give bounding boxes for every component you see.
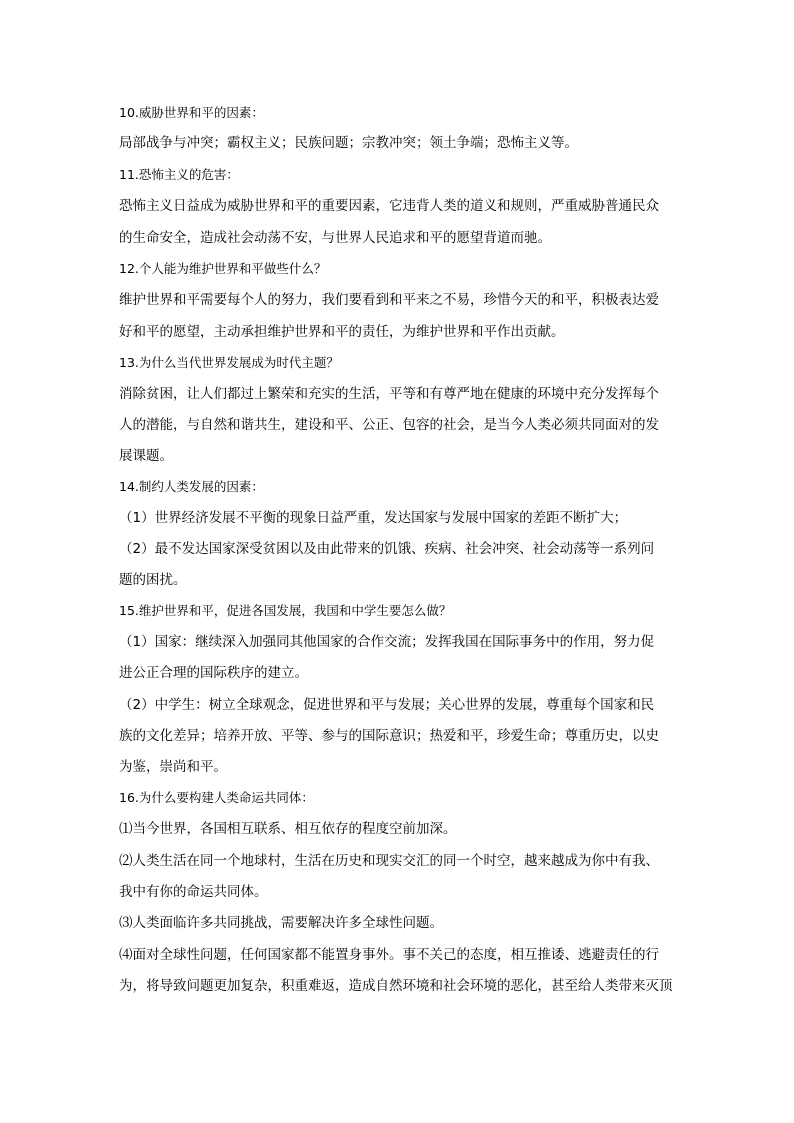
answer-16-item-2-line-2: 我中有你的命运共同体。 (119, 884, 268, 900)
answer-10-line-1: 局部战争与冲突；霸权主义；民族问题；宗教冲突；领土争端；恐怖主义等。 (119, 135, 578, 151)
answer-15-item-2-line-2: 族的文化差异；培养开放、平等、参与的国际意识；热爱和平，珍爱生命；尊重历史，以史 (119, 728, 659, 744)
heading-13: 13.为什么当代世界发展成为时代主题？ (119, 355, 339, 370)
answer-14-item-2-line-1: （2）最不发达国家深受贫困以及由此带来的饥饿、疾病、社会冲突、社会动荡等一系列问 (119, 541, 655, 557)
answer-15-item-2-line-1: （2）中学生：树立全球观念，促进世界和平与发展；关心世界的发展，尊重每个国家和民 (119, 697, 655, 713)
answer-13-line-2: 人的潜能，与自然和谐共生，建设和平、公正、包容的社会，是当今人类必须共同面对的发 (119, 417, 659, 433)
answer-16-item-1: ⑴当今世界，各国相互联系、相互依存的程度空前加深。 (119, 821, 457, 837)
answer-11-line-1: 恐怖主义日益成为威胁世界和平的重要因素，它违背人类的道义和规则，严重威胁普通民众 (119, 198, 659, 214)
answer-13-line-1: 消除贫困，让人们都过上繁荣和充实的生活，平等和有尊严地在健康的环境中充分发挥每个 (119, 386, 659, 402)
answer-16-item-3: ⑶人类面临许多共同挑战，需要解决许多全球性问题。 (119, 915, 443, 931)
heading-16: 16.为什么要构建人类命运共同体： (119, 790, 314, 805)
answer-15-item-2-line-3: 为鉴，崇尚和平。 (119, 759, 227, 775)
answer-14-item-1: （1）世界经济发展不平衡的现象日益严重，发达国家与发展中国家的差距不断扩大； (119, 510, 628, 526)
answer-15-item-1-line-1: （1）国家：继续深入加强同其他国家的合作交流；发挥我国在国际事务中的作用，努力促 (119, 634, 655, 650)
answer-16-item-4-line-1: ⑷面对全球性问题，任何国家都不能置身事外。事不关己的态度，相互推诿、逃避责任的行 (119, 947, 659, 963)
heading-12: 12.个人能为维护世界和平做些什么？ (119, 261, 327, 276)
heading-11: 11.恐怖主义的危害： (119, 167, 239, 182)
heading-14: 14.制约人类发展的因素： (119, 479, 264, 494)
answer-16-item-4-line-2: 为，将导致问题更加复杂，积重难返，造成自然环境和社会环境的恶化，甚至给人类带来灭顶 (119, 978, 673, 994)
heading-10: 10.威胁世界和平的因素： (119, 105, 264, 120)
answer-11-line-2: 的生命安全，造成社会动荡不安，与世界人民追求和平的愿望背道而驰。 (119, 230, 551, 246)
answer-14-item-2-line-2: 题的困扰。 (119, 572, 187, 588)
answer-15-item-1-line-2: 进公正合理的国际秩序的建立。 (119, 665, 308, 681)
answer-16-item-2-line-1: ⑵人类生活在同一个地球村，生活在历史和现实交汇的同一个时空，越来越成为你中有我、 (119, 853, 659, 869)
answer-12-line-2: 好和平的愿望，主动承担维护世界和平的责任，为维护世界和平作出贡献。 (119, 324, 565, 340)
heading-15: 15.维护世界和平，促进各国发展，我国和中学生要怎么做？ (119, 603, 452, 618)
answer-12-line-1: 维护世界和平需要每个人的努力，我们要看到和平来之不易，珍惜今天的和平，积极表达爱 (119, 292, 659, 308)
answer-13-line-3: 展课题。 (119, 448, 173, 464)
